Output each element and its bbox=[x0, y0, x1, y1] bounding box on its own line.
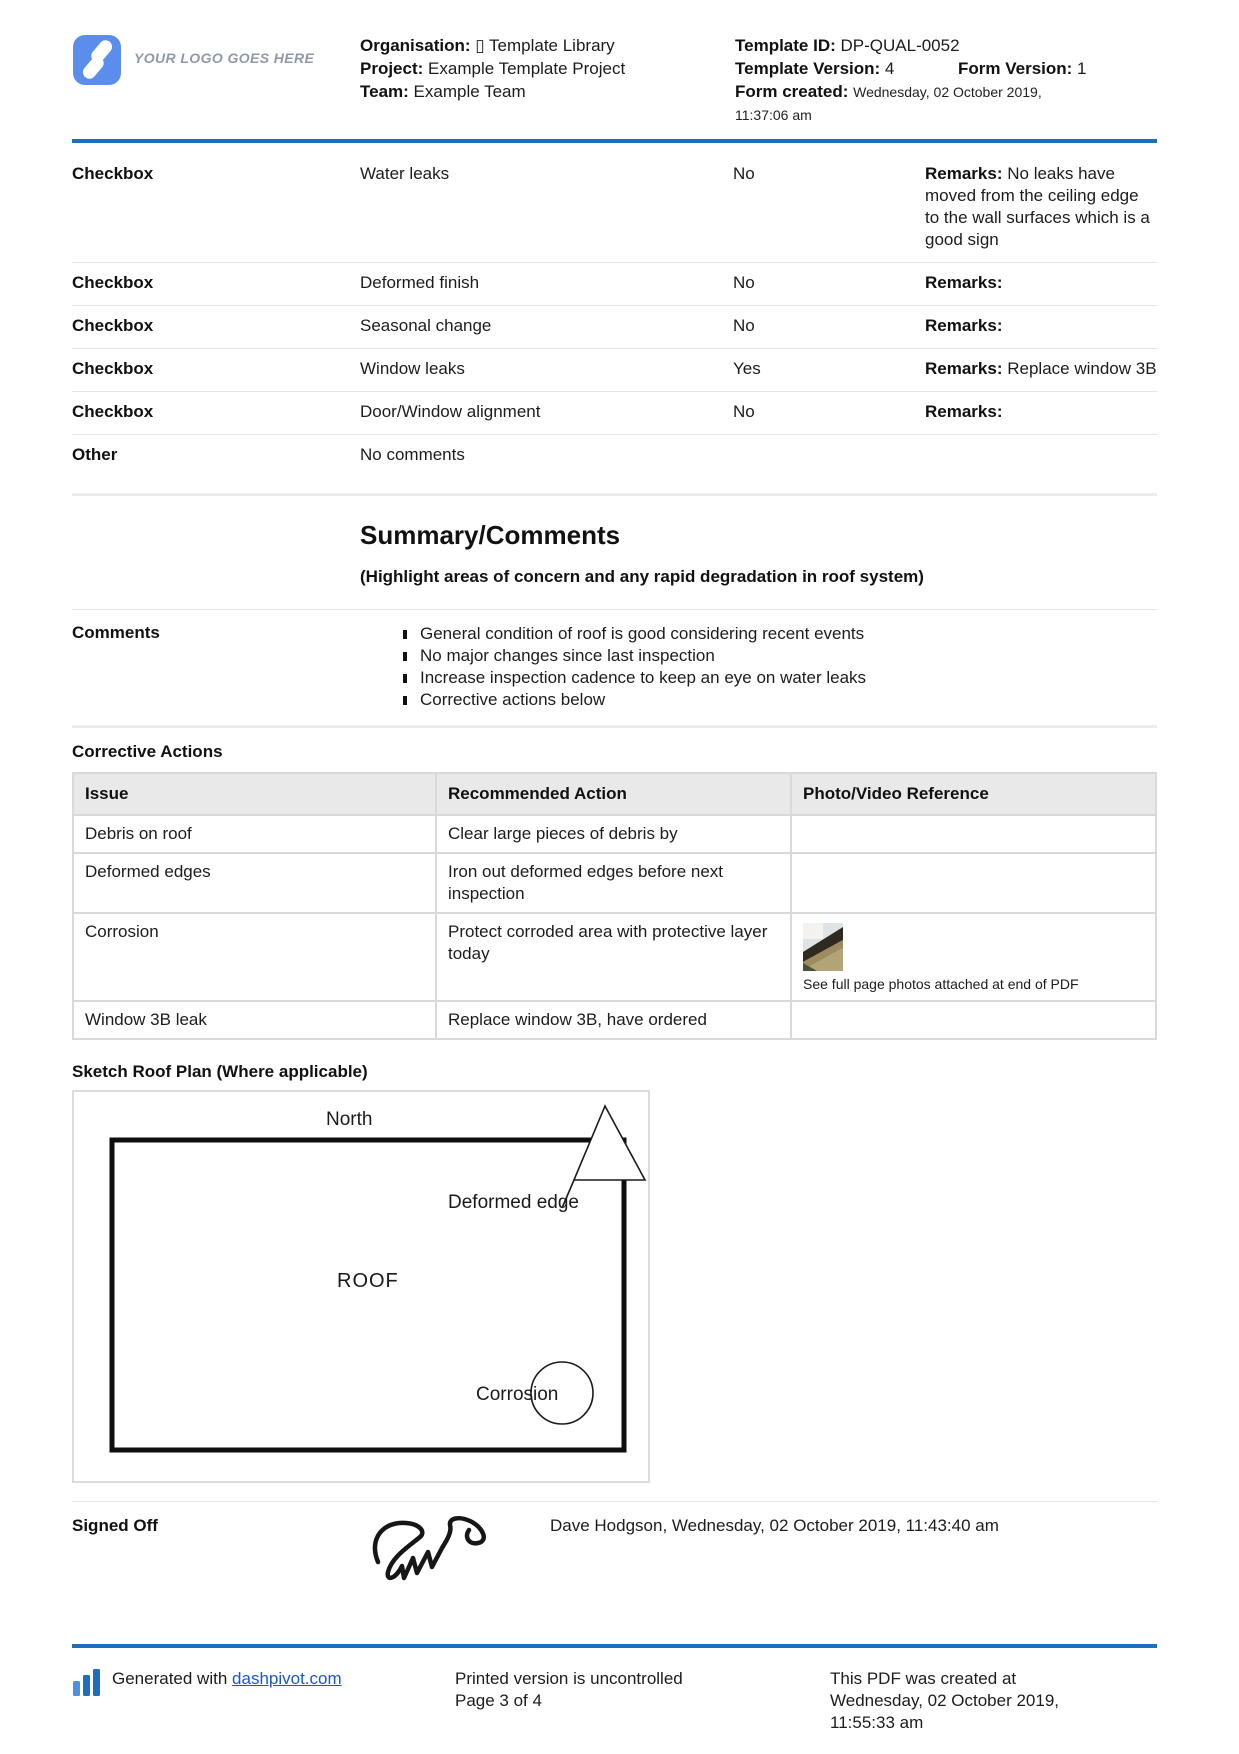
table-header-row bbox=[73, 773, 1156, 815]
row-remarks bbox=[925, 444, 1157, 466]
summary-title: Summary/Comments bbox=[360, 520, 621, 550]
header-template-block bbox=[735, 34, 1157, 127]
row-item: Deformed finish bbox=[360, 273, 480, 292]
row-type-label: Checkbox bbox=[72, 359, 154, 378]
issue-cell: Window 3B leak bbox=[73, 1001, 436, 1039]
row-item: Seasonal change bbox=[360, 316, 492, 335]
footer-divider bbox=[72, 1644, 1157, 1648]
divider bbox=[72, 1501, 1157, 1502]
template-id-label: Template ID: bbox=[735, 36, 836, 55]
row-answer: No bbox=[733, 164, 755, 183]
table-row bbox=[73, 815, 1156, 853]
organisation-label: Organisation: bbox=[360, 36, 471, 55]
roof-photo-thumbnail bbox=[803, 923, 843, 971]
corrective-actions-heading: Corrective Actions bbox=[72, 742, 223, 761]
footer-generated-block bbox=[72, 1668, 455, 1734]
team-value: Example Team bbox=[413, 82, 526, 101]
team-line bbox=[360, 80, 735, 103]
remarks-text: No leaks have moved from the ceiling edge to the wall surfaces which is a good sign bbox=[925, 164, 1150, 249]
summary-subtitle: (Highlight areas of concern and any rapid degradation in roof system) bbox=[360, 567, 924, 586]
form-created-date: Wednesday, 02 October 2019, bbox=[853, 84, 1042, 100]
logo-placeholder-text: YOUR LOGO GOES HERE bbox=[134, 50, 315, 66]
checklist-row-other bbox=[72, 435, 1157, 477]
sketch-deformed-edge-label: Deformed edge bbox=[448, 1192, 579, 1213]
comments-row bbox=[72, 610, 1157, 725]
row-type-label: Checkbox bbox=[72, 164, 154, 183]
organisation-line bbox=[360, 34, 735, 57]
form-created-time: 11:37:06 am bbox=[735, 107, 812, 123]
photo-caption: See full page photos attached at end of PDF bbox=[803, 976, 1079, 992]
checklist-section bbox=[72, 143, 1157, 477]
row-item: Water leaks bbox=[360, 164, 450, 183]
row-type-label: Checkbox bbox=[72, 402, 154, 421]
page-number: Page 3 of 4 bbox=[455, 1691, 542, 1710]
row-remarks bbox=[925, 315, 1157, 337]
row-remarks bbox=[925, 358, 1157, 380]
sketch-corrosion-label: Corrosion bbox=[476, 1384, 559, 1405]
action-cell: Protect corroded area with protective layer today bbox=[436, 913, 791, 1001]
template-version-value: 4 bbox=[884, 59, 895, 78]
checklist-row bbox=[72, 349, 1157, 392]
issue-cell: Deformed edges bbox=[73, 853, 436, 913]
row-item: Window leaks bbox=[360, 359, 465, 378]
sketch-roof-label: ROOF bbox=[337, 1270, 399, 1292]
corrective-actions-table bbox=[72, 772, 1157, 1040]
column-header-photo: Photo/Video Reference bbox=[791, 773, 1156, 815]
column-header-issue: Issue bbox=[73, 773, 436, 815]
sketch-heading: Sketch Roof Plan (Where applicable) bbox=[72, 1062, 368, 1081]
logo-block bbox=[72, 34, 360, 86]
footer-created-block bbox=[830, 1668, 1157, 1734]
row-remarks bbox=[925, 401, 1157, 423]
photo-cell bbox=[791, 1001, 1156, 1039]
form-created-label: Form created: bbox=[735, 82, 849, 101]
summary-section-header bbox=[360, 496, 1157, 587]
form-version-label: Form Version: bbox=[958, 59, 1073, 78]
table-row bbox=[73, 913, 1156, 1001]
row-type-label: Checkbox bbox=[72, 273, 154, 292]
page-footer bbox=[72, 1644, 1157, 1734]
table-row bbox=[73, 853, 1156, 913]
signoff-name-date: Dave Hodgson, Wednesday, 02 October 2019, 11:43:40 am bbox=[550, 1516, 999, 1535]
checklist-row bbox=[72, 263, 1157, 306]
remarks-label: Remarks: bbox=[925, 359, 1003, 378]
pdf-created-line1: This PDF was created at bbox=[830, 1669, 1017, 1688]
form-version-value: 1 bbox=[1077, 59, 1087, 78]
remarks-label: Remarks: bbox=[925, 164, 1003, 183]
remarks-text: Replace window 3B bbox=[1007, 359, 1157, 378]
row-remarks bbox=[925, 163, 1157, 251]
comments-label: Comments bbox=[72, 623, 160, 642]
sketch-north-label: North bbox=[326, 1109, 373, 1130]
generated-with-text bbox=[112, 1668, 342, 1690]
photo-cell bbox=[791, 853, 1156, 913]
table-row bbox=[73, 1001, 1156, 1039]
row-remarks bbox=[925, 272, 1157, 294]
sketch-canvas bbox=[72, 1090, 650, 1483]
template-id-value: DP-QUAL-0052 bbox=[840, 36, 960, 55]
issue-cell: Corrosion bbox=[73, 913, 436, 1001]
comment-item: No major changes since last inspection bbox=[400, 645, 866, 667]
row-item: Door/Window alignment bbox=[360, 402, 541, 421]
form-created-line bbox=[735, 80, 1157, 104]
photo-cell bbox=[791, 913, 1156, 1001]
version-line bbox=[735, 57, 1157, 80]
comment-item: Increase inspection cadence to keep an eye on water leaks bbox=[400, 667, 866, 689]
company-logo-icon bbox=[72, 34, 122, 86]
comment-item: Corrective actions below bbox=[400, 689, 866, 711]
checklist-row bbox=[72, 392, 1157, 435]
team-label: Team: bbox=[360, 82, 409, 101]
checklist-row bbox=[72, 143, 1157, 263]
photo-cell bbox=[791, 815, 1156, 853]
signature-image bbox=[360, 1512, 525, 1602]
remarks-label: Remarks: bbox=[925, 402, 1003, 421]
row-answer: No bbox=[733, 316, 755, 335]
action-cell: Iron out deformed edges before next inspection bbox=[436, 853, 791, 913]
row-type-label: Checkbox bbox=[72, 316, 154, 335]
project-label: Project: bbox=[360, 59, 424, 78]
row-answer bbox=[733, 444, 925, 466]
checklist-row bbox=[72, 306, 1157, 349]
generated-label: Generated with bbox=[112, 1669, 228, 1688]
pdf-created-line2: Wednesday, 02 October 2019, bbox=[830, 1691, 1060, 1710]
row-item: No comments bbox=[360, 445, 465, 464]
printed-version-text: Printed version is uncontrolled bbox=[455, 1669, 683, 1688]
project-value: Example Template Project bbox=[428, 59, 626, 78]
remarks-label: Remarks: bbox=[925, 273, 1003, 292]
project-line bbox=[360, 57, 735, 80]
column-header-action: Recommended Action bbox=[436, 773, 791, 815]
action-cell: Clear large pieces of debris by bbox=[436, 815, 791, 853]
comment-item: General condition of roof is good considering recent events bbox=[400, 623, 866, 645]
row-type-label: Other bbox=[72, 445, 118, 464]
signoff-label: Signed Off bbox=[72, 1516, 158, 1535]
row-answer: No bbox=[733, 273, 755, 292]
section-divider bbox=[72, 725, 1157, 728]
template-id-line bbox=[735, 34, 1157, 57]
header-org-block bbox=[360, 34, 735, 103]
footer-printed-block bbox=[455, 1668, 830, 1734]
issue-cell: Debris on roof bbox=[73, 815, 436, 853]
document-header bbox=[72, 34, 1157, 127]
pdf-created-line3: 11:55:33 am bbox=[830, 1713, 924, 1732]
organisation-value: ▯ Template Library bbox=[475, 36, 615, 55]
comments-bullet-list bbox=[400, 623, 866, 711]
action-cell: Replace window 3B, have ordered bbox=[436, 1001, 791, 1039]
signoff-row bbox=[72, 1512, 1157, 1602]
remarks-label: Remarks: bbox=[925, 316, 1003, 335]
dashpivot-bars-icon bbox=[72, 1668, 102, 1698]
template-version-label: Template Version: bbox=[735, 59, 881, 78]
row-answer: No bbox=[733, 402, 755, 421]
dashpivot-link[interactable]: dashpivot.com bbox=[232, 1669, 342, 1688]
row-answer: Yes bbox=[733, 359, 761, 378]
